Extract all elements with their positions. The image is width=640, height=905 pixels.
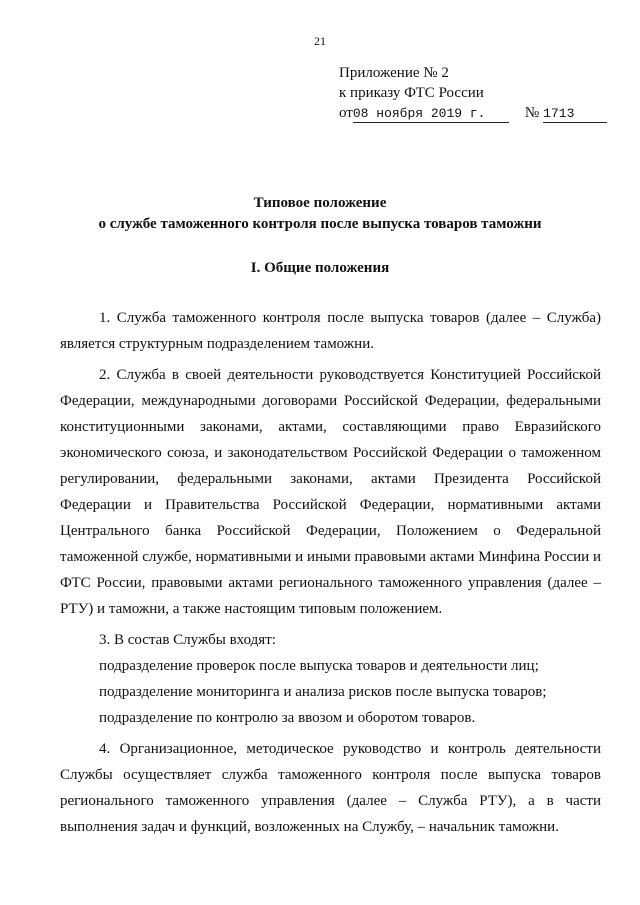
list-item: подразделение по контролю за ввозом и оборотом товаров. bbox=[99, 710, 476, 726]
list-item: подразделение проверок после выпуска товаров и деятельности лиц; bbox=[99, 658, 539, 674]
attachment-header bbox=[339, 63, 609, 123]
paragraph-2: 2. Служба в своей деятельности руководствуется Конституцией Российской Федерации, международными договорами Российской Федерации, федеральными конституционными законами, актами, составляющими право Евразийского экономического союза, и законодательством Российской Федерации о таможенном регулировании, федеральными законами, актами Президента Российской Федерации и Правительства Российской Федерации, нормативными актами Центрального банка Российской Федерации, Положением о Федеральной таможенной службе, нормативными и иными правовыми актами Минфина России и ФТС России, правовыми актами регионального таможенного управления (далее – РТУ) и таможни, а также настоящим типовым положением. bbox=[60, 367, 601, 617]
list-item: подразделение мониторинга и анализа рисков после выпуска товаров; bbox=[99, 684, 547, 700]
paragraph-1: 1. Служба таможенного контроля после выпуска товаров (далее – Служба) является структурным подразделением таможни. bbox=[60, 310, 601, 352]
paragraph-4: 4. Организационное, методическое руководство и контроль деятельности Службы осуществляет служба таможенного контроля после выпуска товаров регионального таможенного управления (далее – Служба РТУ), а в части выполнения задач и функций, возложенных на Службу, – начальник таможни. bbox=[60, 741, 601, 835]
number-label: № bbox=[524, 105, 540, 121]
date-prefix: от bbox=[339, 105, 353, 121]
attachment-title: Приложение № 2 bbox=[339, 65, 449, 81]
document-title: Типовое положение bbox=[253, 195, 387, 211]
order-date: 08 ноября 2019 г. bbox=[353, 106, 509, 123]
paragraph-3: 3. В состав Службы входят: bbox=[99, 632, 276, 648]
page-number: 21 bbox=[314, 34, 326, 48]
document-subtitle: о службе таможенного контроля после выпуска товаров таможни bbox=[98, 216, 542, 232]
document-body bbox=[60, 305, 601, 845]
order-number: 1713 bbox=[543, 106, 607, 123]
attachment-date-line bbox=[339, 103, 609, 123]
section-heading: I. Общие положения bbox=[250, 260, 390, 276]
attachment-order-ref: к приказу ФТС России bbox=[339, 85, 484, 101]
subdivision-list bbox=[60, 653, 601, 731]
